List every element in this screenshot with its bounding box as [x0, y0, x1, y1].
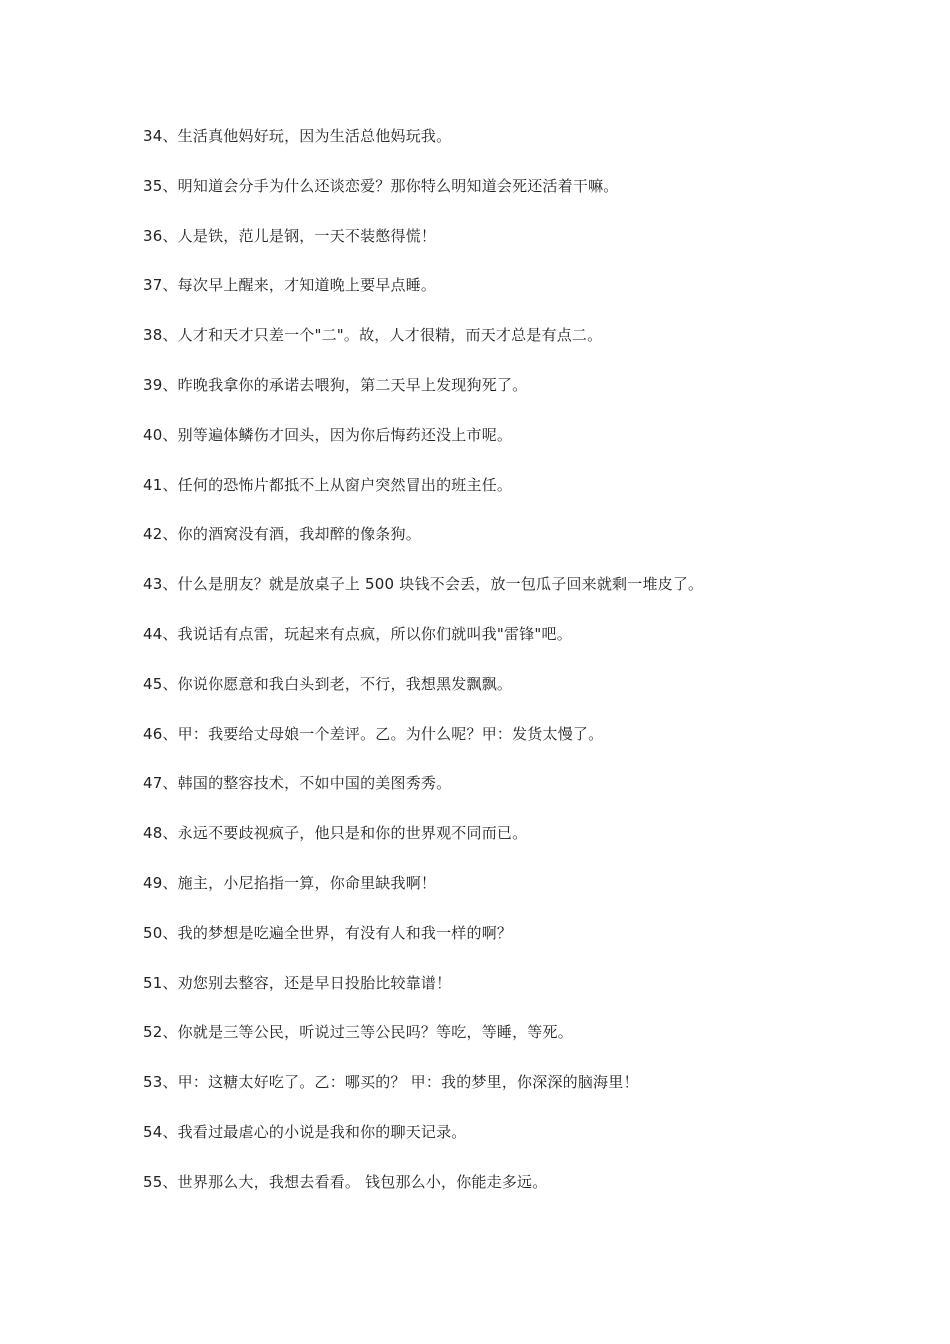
joke-list — [143, 125, 923, 1221]
list-item: 40、别等遍体鳞伤才回头，因为你后悔药还没上市呢。 — [143, 425, 513, 444]
list-item: 55、世界那么大，我想去看看。 钱包那么小，你能走多远。 — [143, 1172, 548, 1191]
list-item: 44、我说话有点雷，玩起来有点疯，所以你们就叫我"雷锋"吧。 — [143, 624, 572, 643]
list-item: 39、昨晚我拿你的承诺去喂狗，第二天早上发现狗死了。 — [143, 375, 528, 394]
list-item: 36、人是铁，范儿是钢，一天不装憋得慌！ — [143, 226, 437, 245]
list-item: 37、每次早上醒来，才知道晚上要早点睡。 — [143, 276, 437, 295]
list-item: 47、韩国的整容技术，不如中国的美图秀秀。 — [143, 774, 452, 793]
list-item: 52、你就是三等公民，听说过三等公民吗？等吃，等睡，等死。 — [143, 1023, 573, 1042]
list-item: 46、甲：我要给丈母娘一个差评。乙。为什么呢？甲：发货太慢了。 — [143, 724, 604, 743]
list-item: 41、任何的恐怖片都抵不上从窗户突然冒出的班主任。 — [143, 475, 513, 494]
list-item: 48、永远不要歧视疯子，他只是和你的世界观不同而已。 — [143, 824, 528, 843]
list-item: 49、施主，小尼掐指一算，你命里缺我啊！ — [143, 873, 437, 892]
list-item: 42、你的酒窝没有酒，我却醉的像条狗。 — [143, 525, 421, 544]
list-item: 45、你说你愿意和我白头到老，不行，我想黑发飘飘。 — [143, 674, 513, 693]
list-item: 34、生活真他妈好玩，因为生活总他妈玩我。 — [143, 127, 452, 145]
list-item: 54、我看过最虐心的小说是我和你的聊天记录。 — [143, 1122, 467, 1141]
list-item: 51、劝您别去整容，还是早日投胎比较靠谱！ — [143, 973, 452, 992]
list-item: 53、甲：这糖太好吃了。乙：哪买的？ 甲：我的梦里，你深深的脑海里！ — [143, 1073, 639, 1092]
list-item: 38、人才和天才只差一个"二"。故，人才很精，而天才总是有点二。 — [143, 326, 603, 345]
list-item: 43、什么是朋友？就是放桌子上 500 块钱不会丢，放一包瓜子回来就剩一堆皮了。 — [143, 575, 704, 594]
list-item: 50、我的梦想是吃遍全世界，有没有人和我一样的啊？ — [143, 923, 513, 942]
list-item: 35、明知道会分手为什么还谈恋爱？那你特么明知道会死还活着干嘛。 — [143, 176, 619, 195]
